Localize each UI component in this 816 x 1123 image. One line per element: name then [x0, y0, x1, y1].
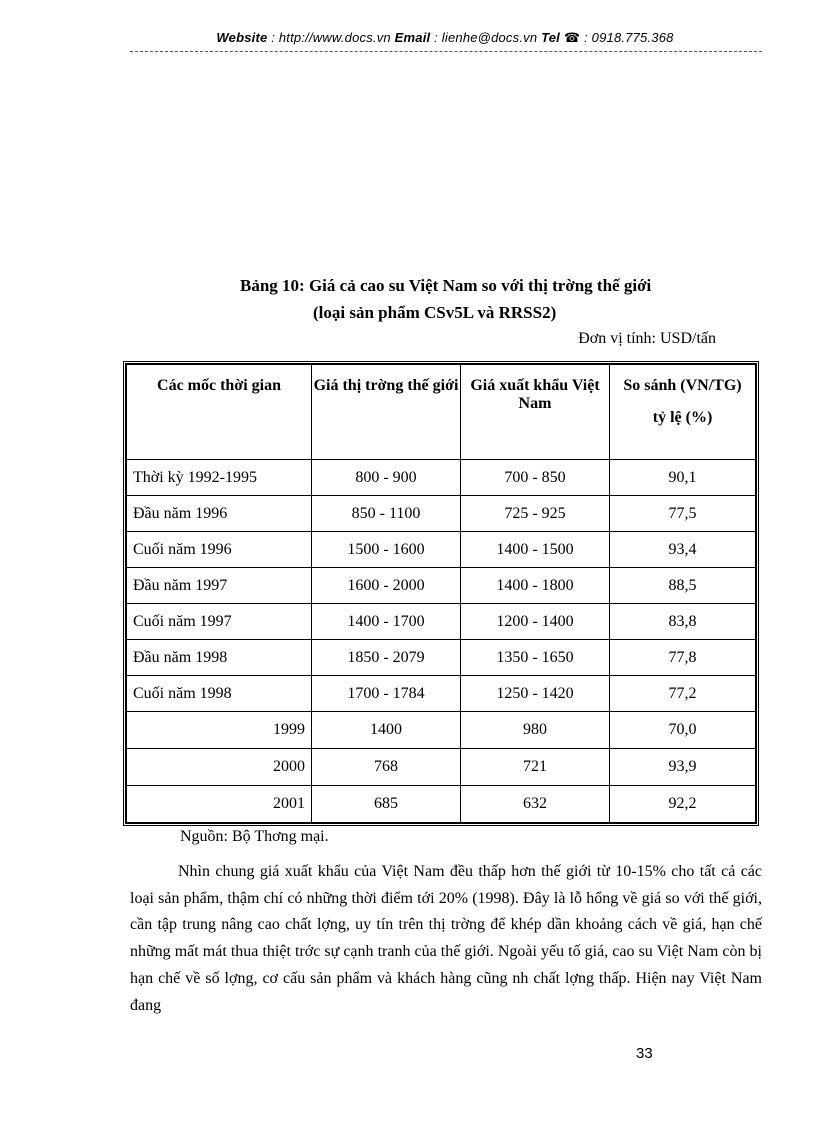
- body-paragraph: [130, 859, 762, 1019]
- website-label: Website: [216, 30, 268, 45]
- table-row: [127, 712, 756, 749]
- email-label: Email: [394, 30, 431, 45]
- cell-period: Thời kỳ 1992-1995: [127, 460, 312, 496]
- table-subtitle: (loại sản phẩm CSv5L và RRSS2): [313, 303, 557, 322]
- table-title: Bảng 10: Giá cả cao su Việt Nam so với thị trờng thế giới: [240, 276, 652, 295]
- cell-ratio: 77,2: [610, 676, 756, 712]
- cell-ratio: 90,1: [610, 460, 756, 496]
- table-row: [127, 460, 756, 496]
- cell-ratio: 93,4: [610, 532, 756, 568]
- cell-period: Đầu năm 1997: [127, 568, 312, 604]
- cell-world: 800 - 900: [312, 460, 461, 496]
- page-number: 33: [636, 1045, 653, 1062]
- table-header-row: [127, 365, 756, 460]
- price-table: [123, 361, 759, 826]
- cell-world: 1700 - 1784: [312, 676, 461, 712]
- table-row: [127, 786, 756, 823]
- cell-period: 2000: [127, 749, 312, 786]
- cell-period: 1999: [127, 712, 312, 749]
- cell-world: 768: [312, 749, 461, 786]
- header-export-price: Giá xuất khẩu Việt Nam: [461, 365, 610, 460]
- table-row: [127, 676, 756, 712]
- header-periods: Các mốc thời gian: [127, 365, 312, 460]
- cell-period: Cuối năm 1996: [127, 532, 312, 568]
- cell-export: 1400 - 1800: [461, 568, 610, 604]
- table-row: [127, 568, 756, 604]
- table-row: [127, 496, 756, 532]
- cell-world: 1400: [312, 712, 461, 749]
- cell-export: 1250 - 1420: [461, 676, 610, 712]
- page-header: [130, 30, 760, 46]
- cell-export: 700 - 850: [461, 460, 610, 496]
- website-url: : http://www.docs.vn: [267, 30, 395, 45]
- cell-export: 980: [461, 712, 610, 749]
- header-divider: [130, 51, 762, 52]
- tel-number: : 0918.775.368: [580, 30, 674, 45]
- table-row: [127, 749, 756, 786]
- table-row: [127, 640, 756, 676]
- cell-world: 1400 - 1700: [312, 604, 461, 640]
- phone-icon: ☎: [563, 30, 581, 45]
- paragraph-text: Nhìn chung giá xuất khẩu của Việt Nam đều thấp hơn thế giới từ 10-15% cho tất cả các loại sản phẩm, thậm chí có những thời điểm tới 20% (1998). Đây là lỗ hổng về giá so với thế giới, cần tập trung nâng cao chất lợng, uy tín trên thị trờng để khép dần khoảng cách về giá, hạn chế những mất mát thua thiệt trớc sự cạnh tranh của thế giới. Ngoài yếu tố giá, cao su Việt Nam còn bị hạn chế về số lợng, cơ cấu sản phẩm và khách hàng cũng nh chất lợng thấp. Hiện nay Việt Nam đang: [130, 863, 762, 1014]
- email-address: : lienhe@docs.vn: [430, 30, 542, 45]
- cell-world: 850 - 1100: [312, 496, 461, 532]
- cell-period: Đầu năm 1996: [127, 496, 312, 532]
- table-row: [127, 532, 756, 568]
- table-row: [127, 604, 756, 640]
- cell-export: 632: [461, 786, 610, 823]
- table-source: Nguồn: Bộ Thơng mại.: [180, 828, 329, 845]
- cell-export: 721: [461, 749, 610, 786]
- cell-ratio: 92,2: [610, 786, 756, 823]
- cell-world: 1850 - 2079: [312, 640, 461, 676]
- cell-export: 1350 - 1650: [461, 640, 610, 676]
- tel-label: Tel: [541, 30, 560, 45]
- cell-ratio: 83,8: [610, 604, 756, 640]
- cell-ratio: 70,0: [610, 712, 756, 749]
- header-ratio-label: tỷ lệ (%): [652, 409, 713, 426]
- header-comparison: [610, 365, 756, 460]
- cell-period: Cuối năm 1998: [127, 676, 312, 712]
- table-unit: Đơn vị tính: USD/tấn: [578, 330, 716, 347]
- cell-ratio: 77,8: [610, 640, 756, 676]
- cell-ratio: 93,9: [610, 749, 756, 786]
- cell-world: 1600 - 2000: [312, 568, 461, 604]
- cell-world: 1500 - 1600: [312, 532, 461, 568]
- cell-period: Đầu năm 1998: [127, 640, 312, 676]
- cell-export: 725 - 925: [461, 496, 610, 532]
- cell-export: 1200 - 1400: [461, 604, 610, 640]
- cell-ratio: 88,5: [610, 568, 756, 604]
- header-comparison-label: So sánh (VN/TG): [623, 377, 742, 394]
- cell-export: 1400 - 1500: [461, 532, 610, 568]
- cell-world: 685: [312, 786, 461, 823]
- cell-period: Cuối năm 1997: [127, 604, 312, 640]
- cell-ratio: 77,5: [610, 496, 756, 532]
- header-world-price: Giá thị trờng thế giới: [312, 365, 461, 460]
- cell-period: 2001: [127, 786, 312, 823]
